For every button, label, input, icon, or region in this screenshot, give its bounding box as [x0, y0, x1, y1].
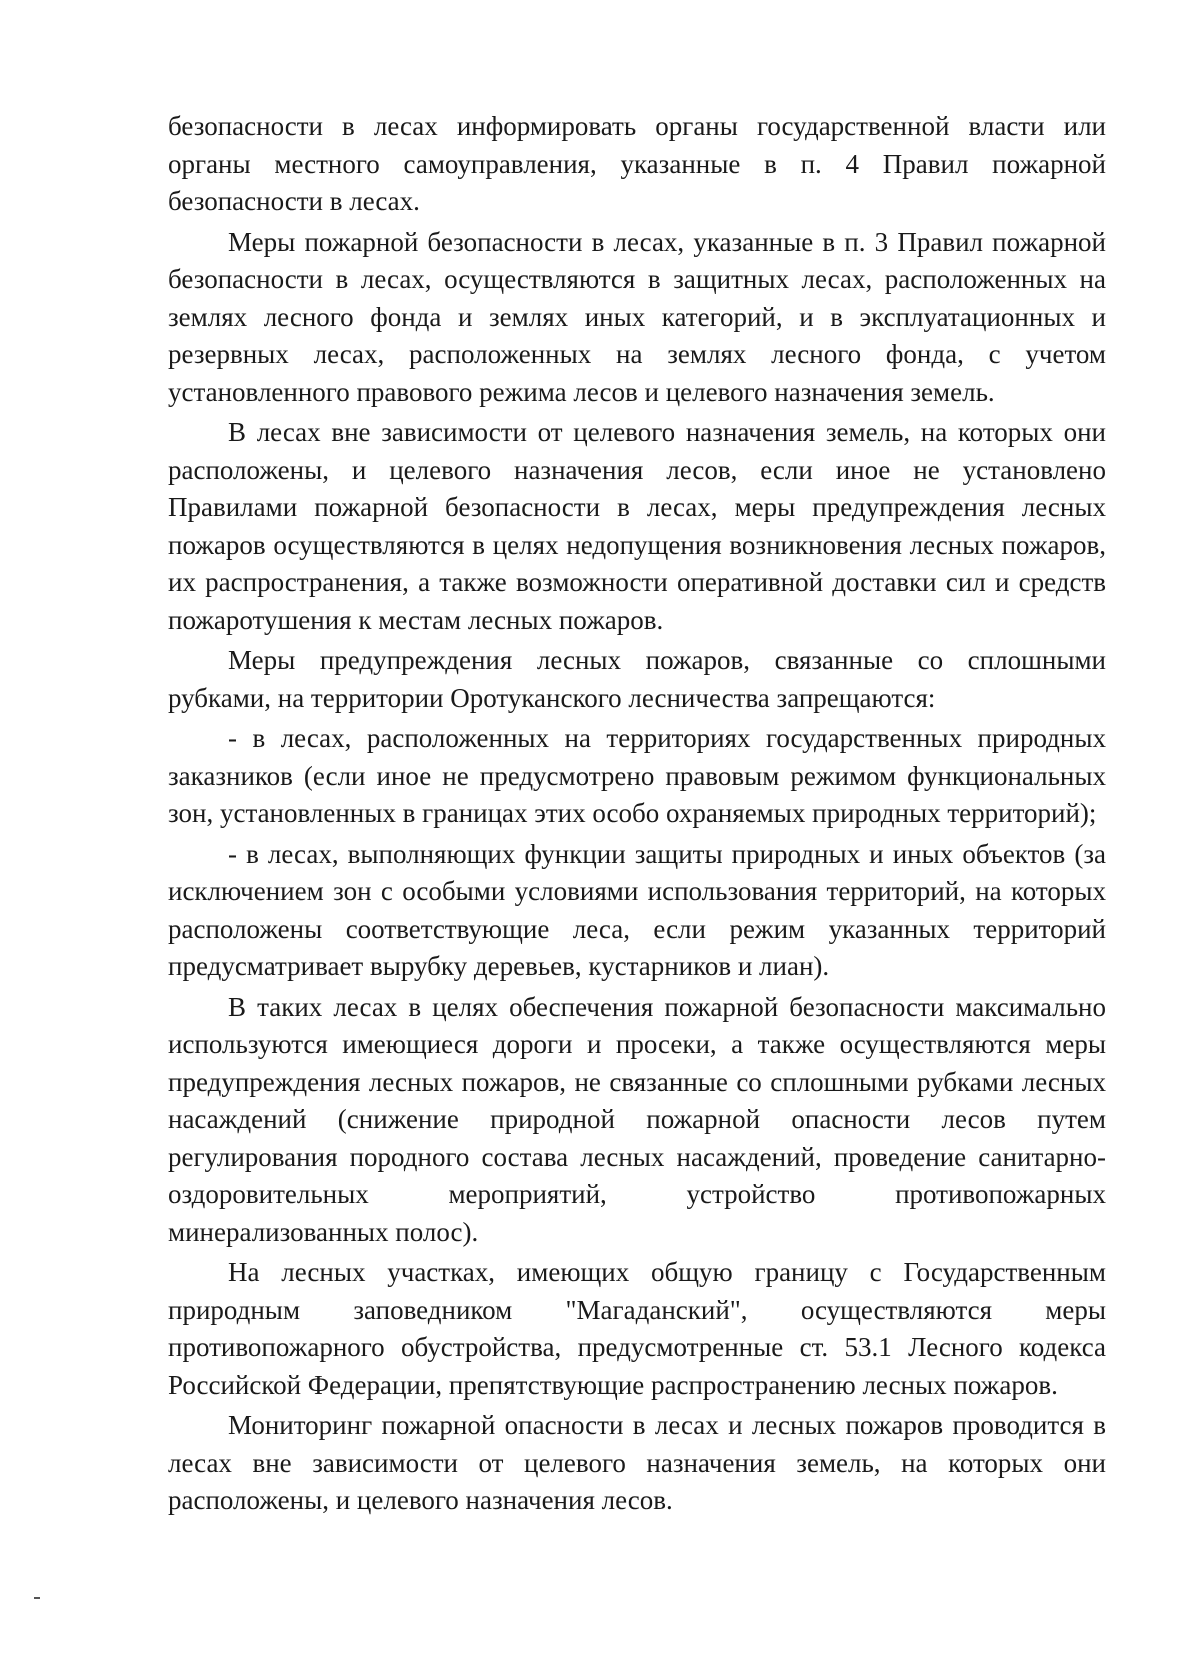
list-item-reserves: - в лесах, расположенных на территориях государственных природных заказников (если иное не предусмотрено правовым режимом функциональных зон, установленных в границах этих особо охраняемых природных территорий); — [168, 723, 1106, 828]
paragraph-roads-and-clearings: В таких лесах в целях обеспечения пожарной безопасности максимально используются имеющиеся дороги и просеки, а также осуществляются меры предупреждения лесных пожаров, не связанные со сплошными рубками лесных насаждений (снижение природной пожарной опасности лесов путем регулирования породного состава лесных насаждений, проведение санитарно-оздоровительных мероприятий, устройство противопожарных минерализованных полос). — [168, 991, 1106, 1247]
paragraph-monitoring: Мониторинг пожарной опасности в лесах и лесных пожаров проводится в лесах вне зависимости от целевого назначения земель, на которых они расположены, и целевого назначения лесов. — [168, 1410, 1106, 1515]
scan-artifact-mark — [34, 1597, 40, 1599]
list-item-protective-forests: - в лесах, выполняющих функции защиты природных и иных объектов (за исключением зон с особыми условиями использования территорий, на которых расположены соответствующие леса, если режим указанных территорий предусматривает вырубку деревьев, кустарников и лиан). — [168, 838, 1106, 981]
paragraph-continued: безопасности в лесах информировать органы государственной власти или органы местного самоуправления, указанные в п. 4 Правил пожарной безопасности в лесах. — [168, 111, 1106, 216]
paragraph-prevention-measures: В лесах вне зависимости от целевого назначения земель, на которых они расположены, и целевого назначения лесов, если иное не установлено Правилами пожарной безопасности в лесах, меры предупреждения лесных пожаров осуществляются в целях недопущения возникновения лесных пожаров, их распространения, а также возможности оперативной доставки сил и средств пожаротушения к местам лесных пожаров. — [168, 417, 1106, 635]
document-page — [168, 108, 1106, 1523]
paragraph-clearcut-prohibition: Меры предупреждения лесных пожаров, связанные со сплошными рубками, на территории Оротуканского лесничества запрещаются: — [168, 645, 1106, 713]
paragraph-fire-safety-measures: Меры пожарной безопасности в лесах, указанные в п. 3 Правил пожарной безопасности в лесах, осуществляются в защитных лесах, расположенных на землях лесного фонда и землях иных категорий, и в эксплуатационных и резервных лесах, расположенных на землях лесного фонда, с учетом установленного правового режима лесов и целевого назначения земель. — [168, 226, 1106, 407]
paragraph-nature-reserve-border: На лесных участках, имеющих общую границу с Государственным природным заповедником "Магаданский", осуществляются меры противопожарного обустройства, предусмотренные ст. 53.1 Лесного кодекса Российской Федерации, препятствующие распространению лесных пожаров. — [168, 1257, 1106, 1400]
